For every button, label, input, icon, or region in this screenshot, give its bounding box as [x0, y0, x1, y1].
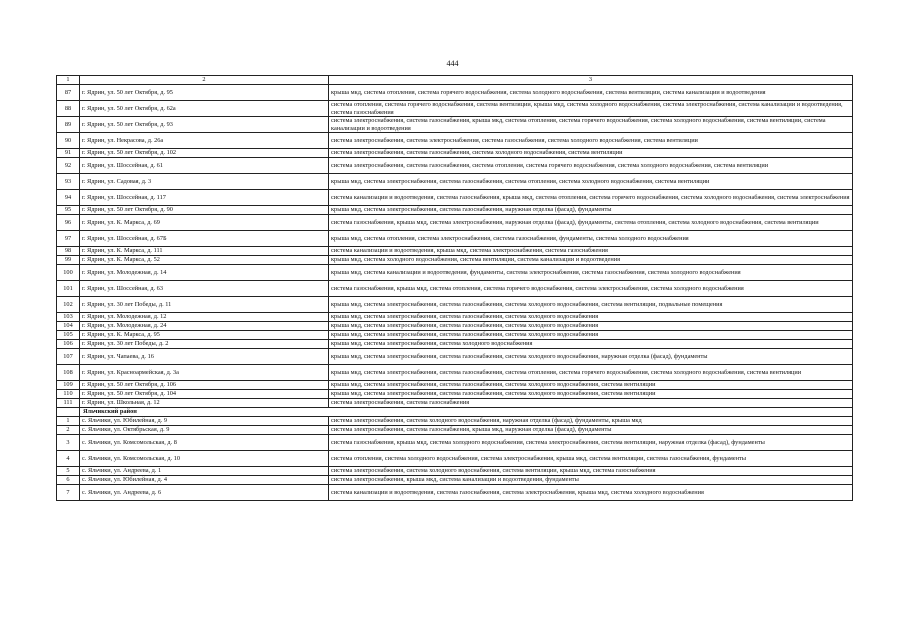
- works-cell: система электроснабжения, система газоснабжения, крыша мкд, система отопления, система горячего водоснабжения, система холодного водоснабжения, система вентиляции, система канализации и водоотведения: [329, 117, 853, 133]
- table-row: [57, 381, 853, 390]
- address-cell: г. Ядрин, ул. Некрасова, д. 26а: [80, 133, 329, 149]
- works-cell: система электроснабжения, крыша мкд, система канализации и водоотведения, фундаменты: [329, 476, 853, 485]
- works-cell: крыша мкд, система отопления, система горячего водоснабжения, система холодного водоснабжения, система вентиляции, система канализации и водоотведения: [329, 85, 853, 101]
- table-row: [57, 340, 853, 349]
- row-number: 103: [57, 313, 80, 322]
- address-cell: г. Ядрин, ул. Школьная, д. 12: [80, 399, 329, 408]
- address-cell: г. Ядрин, ул. 50 лет Октября, д. 95: [80, 85, 329, 101]
- table-row: [57, 349, 853, 365]
- row-number: 108: [57, 365, 80, 381]
- address-cell: г. Ядрин, ул. Молодежная, д. 12: [80, 313, 329, 322]
- address-cell: г. Ядрин, ул. Шоссейная, д. 67Б: [80, 231, 329, 247]
- address-cell: г. Ядрин, ул. Шоссейная, д. 117: [80, 190, 329, 206]
- works-cell: система газоснабжения, крыша мкд, система отопления, система горячего водоснабжения, система электроснабжения, система холодного водоснабжения: [329, 281, 853, 297]
- address-cell: г. Ядрин, ул. 50 лет Октября, д. 104: [80, 390, 329, 399]
- works-cell: система отопления, система горячего водоснабжения, система вентиляции, крыша мкд, система холодного водоснабжения, система электроснабжения, система канализации и водоотведения, система газоснабжения: [329, 101, 853, 117]
- table-row: [57, 117, 853, 133]
- works-cell: система электроснабжения, система газоснабжения: [329, 399, 853, 408]
- table-row: [57, 426, 853, 435]
- row-number: 105: [57, 331, 80, 340]
- row-number: 91: [57, 149, 80, 158]
- row-number: 7: [57, 485, 80, 501]
- address-cell: г. Ядрин, ул. Шоссейная, д. 63: [80, 281, 329, 297]
- address-cell: г. Ядрин, ул. 50 лет Октября, д. 62а: [80, 101, 329, 117]
- table-row: [57, 331, 853, 340]
- row-number: 102: [57, 297, 80, 313]
- table-row: [57, 467, 853, 476]
- page-number: 444: [446, 59, 459, 68]
- row-number: 88: [57, 101, 80, 117]
- table-row: [57, 206, 853, 215]
- address-cell: г. Ядрин, ул. Красноармейская, д. 3а: [80, 365, 329, 381]
- table-row: [57, 417, 853, 426]
- table-row: [57, 322, 853, 331]
- row-number: 99: [57, 256, 80, 265]
- works-cell: крыша мкд, система электроснабжения, система газоснабжения, система холодного водоснабжения, система вентиляции: [329, 381, 853, 390]
- row-number: 94: [57, 190, 80, 206]
- table-row: [57, 297, 853, 313]
- table-row: [57, 485, 853, 501]
- table-row: [57, 451, 853, 467]
- table-row: [57, 101, 853, 117]
- table-row: [57, 399, 853, 408]
- table-row: [57, 215, 853, 231]
- address-cell: с. Яльчики, ул. Комсомольская, д. 10: [80, 451, 329, 467]
- works-cell: крыша мкд, система электроснабжения, система газоснабжения, система отопления, система горячего водоснабжения, система холодного водоснабжения, система вентиляции: [329, 365, 853, 381]
- table-row: [57, 231, 853, 247]
- address-cell: г. Ядрин, ул. Молодежная, д. 24: [80, 322, 329, 331]
- row-number: 5: [57, 467, 80, 476]
- works-cell: крыша мкд, система электроснабжения, система газоснабжения, система холодного водоснабжения, система вентиляции: [329, 390, 853, 399]
- works-cell: система канализации и водоотведения, крыша мкд, система электроснабжения, система газоснабжения: [329, 247, 853, 256]
- section-header-row: [57, 408, 853, 417]
- register-table: [56, 75, 853, 501]
- works-cell: крыша мкд, система электроснабжения, система газоснабжения, система холодного водоснабжения, наружная отделка (фасад), фундаменты: [329, 349, 853, 365]
- column-number: 3: [329, 76, 853, 85]
- works-cell: крыша мкд, система электроснабжения, система газоснабжения, система отопления, система холодного водоснабжения, система вентиляции: [329, 174, 853, 190]
- row-number: 104: [57, 322, 80, 331]
- table-row: [57, 133, 853, 149]
- address-cell: г. Ядрин, ул. К. Маркса, д. 95: [80, 331, 329, 340]
- table-row: [57, 158, 853, 174]
- row-number: 97: [57, 231, 80, 247]
- address-cell: с. Яльчики, ул. Андреева, д. 6: [80, 485, 329, 501]
- row-number: 6: [57, 476, 80, 485]
- address-cell: г. Ядрин, ул. 30 лет Победы, д. 11: [80, 297, 329, 313]
- address-cell: г. Ядрин, ул. 50 лет Октября, д. 93: [80, 117, 329, 133]
- works-cell: крыша мкд, система холодного водоснабжения, система вентиляции, система канализации и водоотведения: [329, 256, 853, 265]
- works-cell: крыша мкд, система электроснабжения, система газоснабжения, система холодного водоснабжения, система вентиляции, подвальные помещения: [329, 297, 853, 313]
- row-number: 96: [57, 215, 80, 231]
- works-cell: система электроснабжения, система холодного водоснабжения, система вентиляции, крыша мкд, система газоснабжения: [329, 467, 853, 476]
- works-cell: система электроснабжения, система газоснабжения, крыша мкд, наружная отделка (фасад), фундаменты: [329, 426, 853, 435]
- works-cell: крыша мкд, система отопления, система электроснабжения, система газоснабжения, фундаменты, система холодного водоснабжения: [329, 231, 853, 247]
- row-number: 107: [57, 349, 80, 365]
- address-cell: г. Ядрин, ул. 30 лет Победы, д. 2: [80, 340, 329, 349]
- table-row: [57, 435, 853, 451]
- column-number: 1: [57, 76, 80, 85]
- address-cell: с. Яльчики, ул. Октябрьская, д. 9: [80, 426, 329, 435]
- works-cell: система электроснабжения, система газоснабжения, система холодного водоснабжения, система вентиляции: [329, 149, 853, 158]
- table-row: [57, 281, 853, 297]
- table-row: [57, 313, 853, 322]
- address-cell: г. Ядрин, ул. К. Маркса, д. 52: [80, 256, 329, 265]
- works-cell: крыша мкд, система электроснабжения, система газоснабжения, наружная отделка (фасад), фундаменты: [329, 206, 853, 215]
- row-number: 98: [57, 247, 80, 256]
- column-number-row: [57, 76, 853, 85]
- row-number: 3: [57, 435, 80, 451]
- works-cell: система электроснабжения, система холодного водоснабжения, наружная отделка (фасад), фундаменты, крыша мкд: [329, 417, 853, 426]
- row-number: 1: [57, 417, 80, 426]
- table-row: [57, 256, 853, 265]
- address-cell: г. Ядрин, ул. Молодежная, д. 14: [80, 265, 329, 281]
- table-row: [57, 390, 853, 399]
- row-number: 101: [57, 281, 80, 297]
- works-cell: крыша мкд, система канализации и водоотведения, фундаменты, система электроснабжения, система газоснабжения, система холодного водоснабжения: [329, 265, 853, 281]
- works-cell: крыша мкд, система электроснабжения, система газоснабжения, система холодного водоснабжения: [329, 322, 853, 331]
- row-number: 111: [57, 399, 80, 408]
- table-row: [57, 365, 853, 381]
- address-cell: с. Яльчики, ул. Андреева, д. 1: [80, 467, 329, 476]
- address-cell: г. Ядрин, ул. 50 лет Октября, д. 106: [80, 381, 329, 390]
- table-row: [57, 174, 853, 190]
- address-cell: г. Ядрин, ул. 50 лет Октября, д. 90: [80, 206, 329, 215]
- table-row: [57, 476, 853, 485]
- row-number: 110: [57, 390, 80, 399]
- works-cell: система канализации и водоотведения, система газоснабжения, крыша мкд, система отопления, система горячего водоснабжения, система холодного водоснабжения, система электроснабжения: [329, 190, 853, 206]
- address-cell: с. Яльчики, ул. Юбилейная, д. 4: [80, 476, 329, 485]
- row-number: 109: [57, 381, 80, 390]
- works-cell: крыша мкд, система электроснабжения, система газоснабжения, система холодного водоснабжения: [329, 331, 853, 340]
- address-cell: с. Яльчики, ул. Комсомольская, д. 8: [80, 435, 329, 451]
- address-cell: г. Ядрин, ул. 50 лет Октября, д. 102: [80, 149, 329, 158]
- works-cell: крыша мкд, система электроснабжения, система холодного водоснабжения: [329, 340, 853, 349]
- works-cell: система газоснабжения, крыша мкд, система электроснабжения, наружная отделка (фасад), фундаменты, система отопления, система холодного водоснабжения, система вентиляции: [329, 215, 853, 231]
- address-cell: с. Яльчики, ул. Юбилейная, д. 9: [80, 417, 329, 426]
- table-row: [57, 149, 853, 158]
- address-cell: г. Ядрин, ул. Садовая, д. 3: [80, 174, 329, 190]
- works-cell: система электроснабжения, система газоснабжения, система отопления, система горячего водоснабжения, система холодного водоснабжения, система вентиляции: [329, 158, 853, 174]
- works-cell: крыша мкд, система электроснабжения, система газоснабжения, система холодного водоснабжения: [329, 313, 853, 322]
- works-cell: система электроснабжения, система электроснабжения, система газоснабжения, система холодного водоснабжения, система вентиляции: [329, 133, 853, 149]
- row-number: 106: [57, 340, 80, 349]
- row-number: 2: [57, 426, 80, 435]
- row-number: 93: [57, 174, 80, 190]
- row-number: 92: [57, 158, 80, 174]
- works-cell: система газоснабжения, крыша мкд, система холодного водоснабжения, система электроснабжения, система вентиляции, наружная отделка (фасад), фундаменты: [329, 435, 853, 451]
- row-number: 89: [57, 117, 80, 133]
- address-cell: г. Ядрин, ул. К. Маркса, д. 111: [80, 247, 329, 256]
- address-cell: г. Ядрин, ул. Чапаева, д. 16: [80, 349, 329, 365]
- row-number: 95: [57, 206, 80, 215]
- works-cell: система канализации и водоотведения, система газоснабжения, система электроснабжения, крыша мкд, система холодного водоснабжения: [329, 485, 853, 501]
- row-number: 100: [57, 265, 80, 281]
- row-number: 4: [57, 451, 80, 467]
- address-cell: г. Ядрин, ул. Шоссейная, д. 61: [80, 158, 329, 174]
- table-row: [57, 265, 853, 281]
- table-row: [57, 190, 853, 206]
- row-number: 87: [57, 85, 80, 101]
- section-title: Яльчикский район: [80, 408, 853, 417]
- table-row: [57, 247, 853, 256]
- works-cell: система отопления, система холодного водоснабжения, система электроснабжения, крыша мкд, система вентиляции, система газоснабжения, фундаменты: [329, 451, 853, 467]
- column-number: 2: [80, 76, 329, 85]
- address-cell: г. Ядрин, ул. К. Маркса, д. 69: [80, 215, 329, 231]
- table-row: [57, 85, 853, 101]
- row-number: 90: [57, 133, 80, 149]
